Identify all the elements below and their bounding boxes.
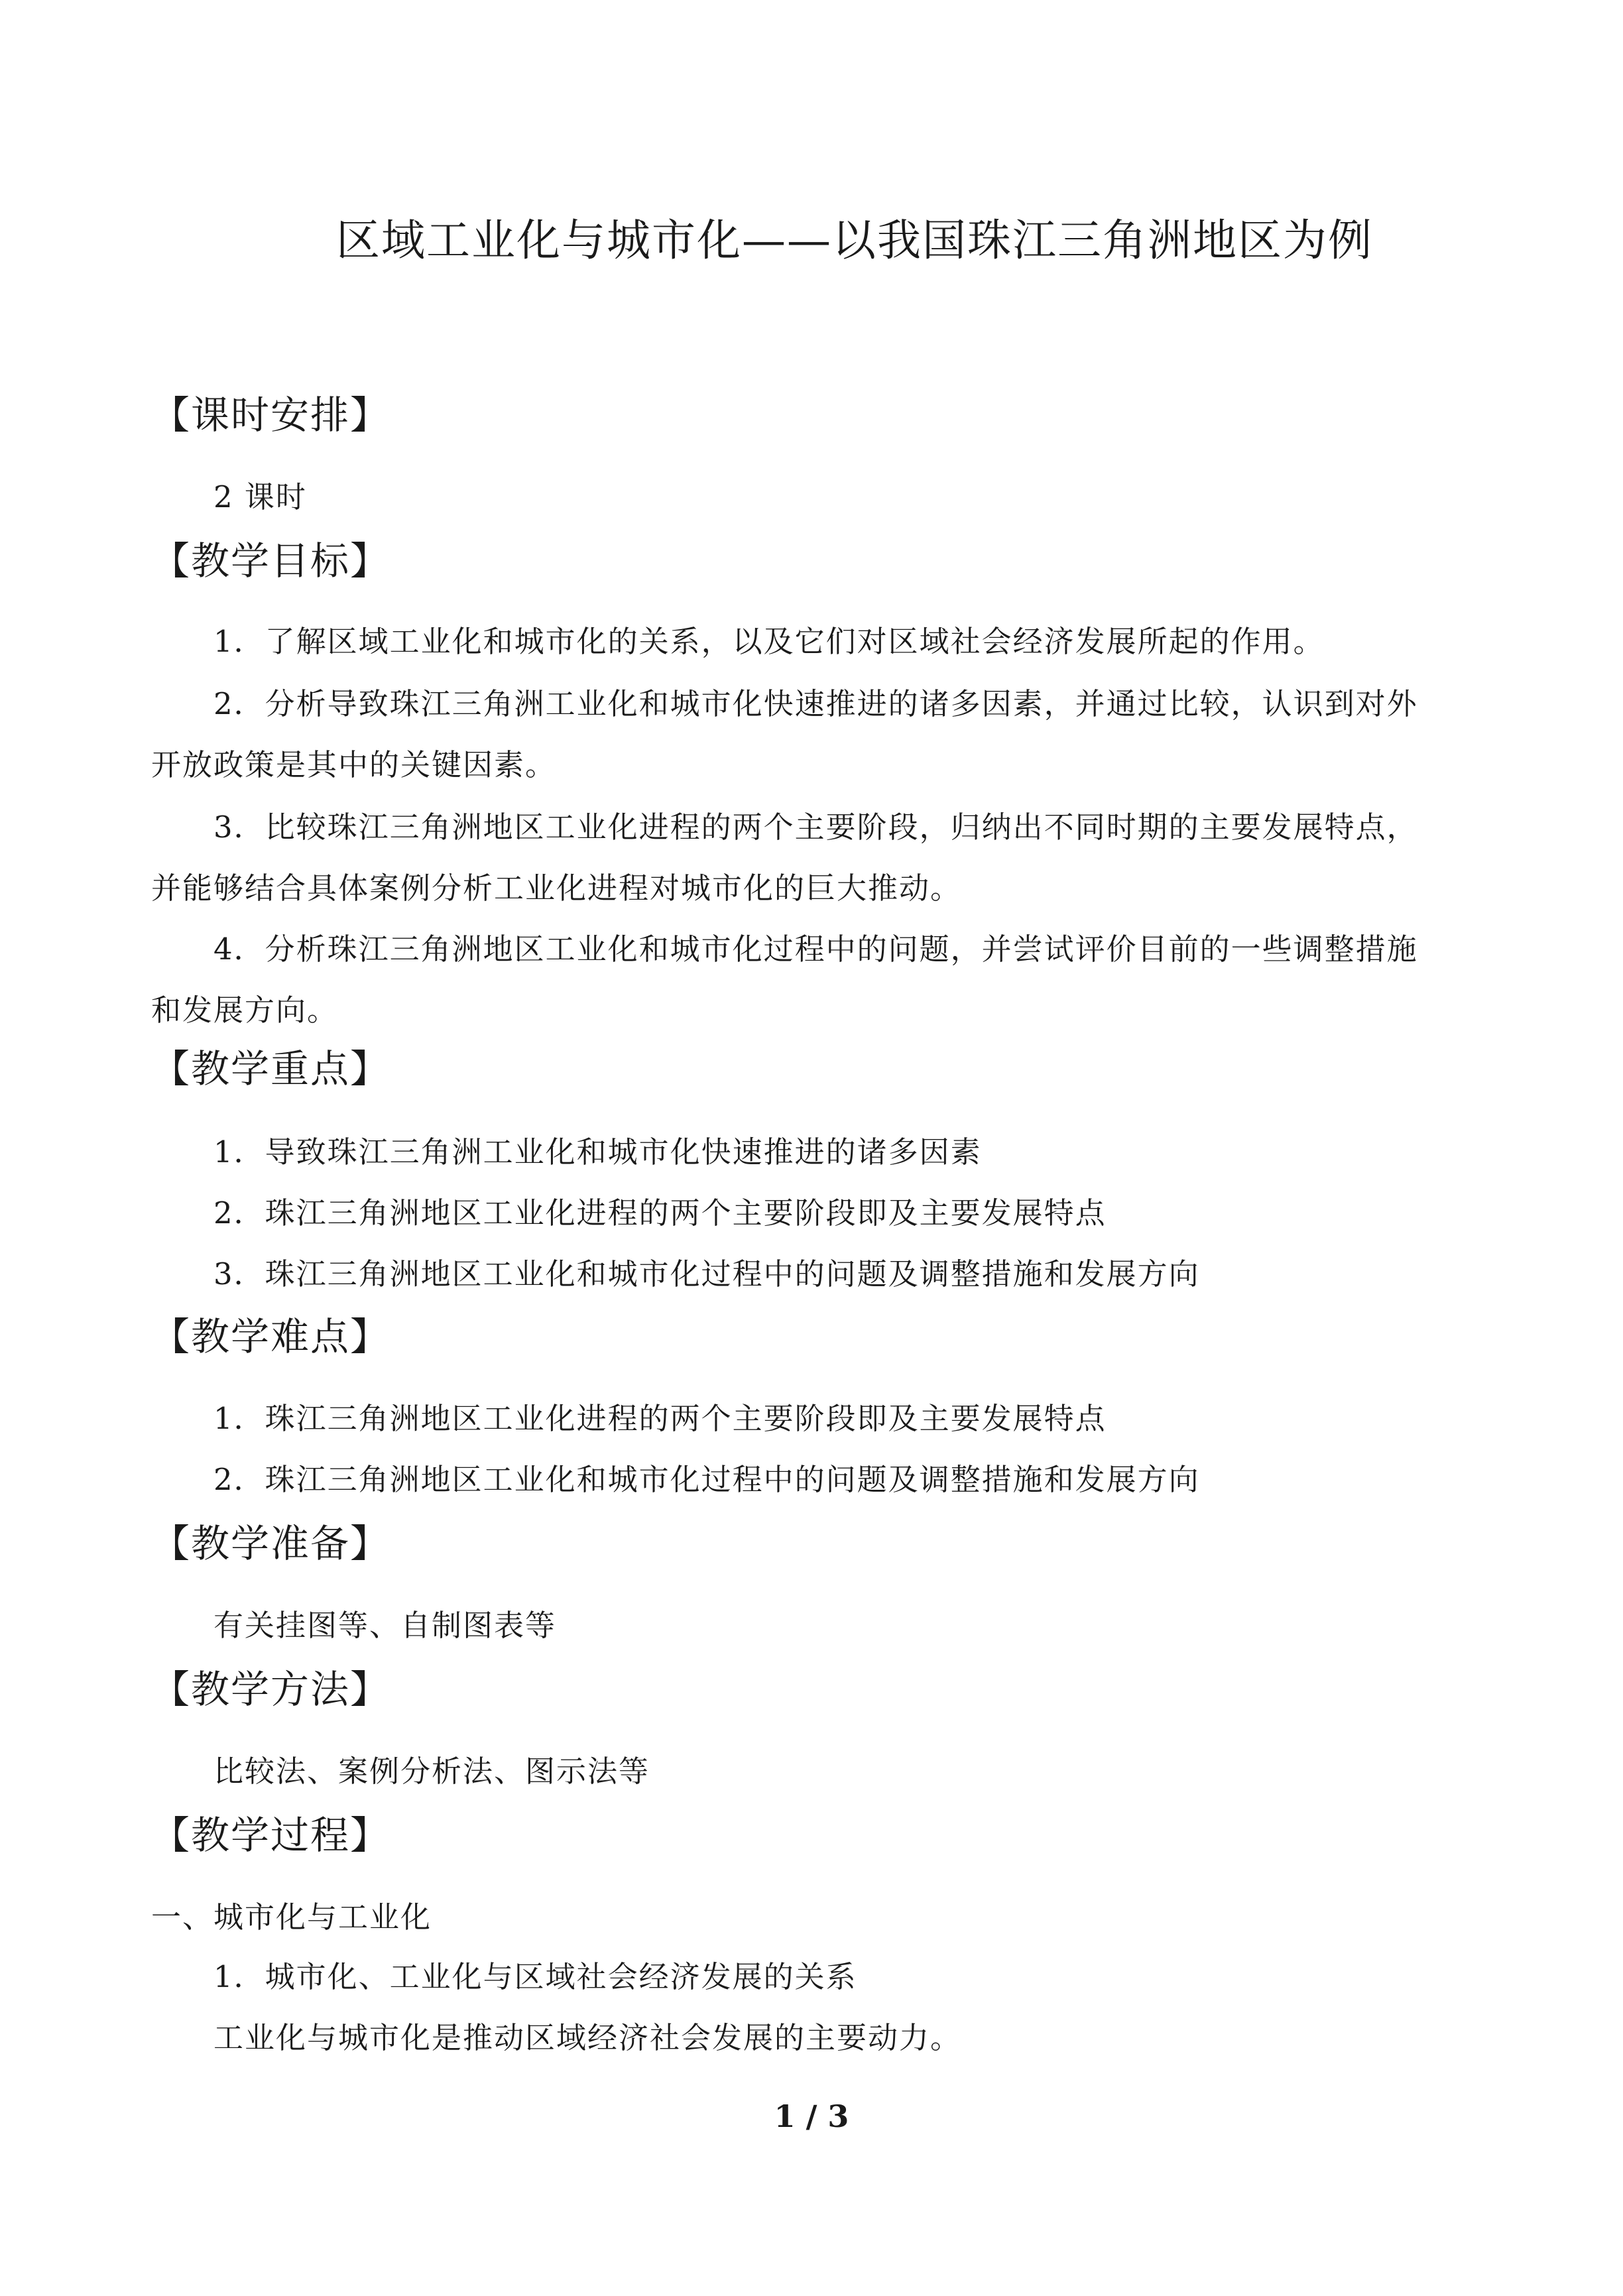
heading-difficulties: 【教学难点】 <box>151 1314 391 1359</box>
key-point-item: 2．珠江三角洲地区工业化进程的两个主要阶段即及主要发展特点 <box>213 1195 1107 1231</box>
difficulty-item: 2．珠江三角洲地区工业化和城市化过程中的问题及调整措施和发展方向 <box>213 1462 1200 1497</box>
heading-key-points: 【教学重点】 <box>151 1046 391 1091</box>
methods-content: 比较法、案例分析法、图示法等 <box>213 1754 650 1789</box>
objective-line: 1．了解区域工业化和城市化的关系，以及它们对区域社会经济发展所起的作用。 <box>213 624 1325 659</box>
process-text: 工业化与城市化是推动区域经济社会发展的主要动力。 <box>213 2020 962 2055</box>
key-point-item: 3．珠江三角洲地区工业化和城市化过程中的问题及调整措施和发展方向 <box>213 1256 1200 1292</box>
process-part-title: 一、城市化与工业化 <box>151 1900 432 1935</box>
process-subheading: 1．城市化、工业化与区域社会经济发展的关系 <box>213 1959 857 1994</box>
objective-line: 和发展方向。 <box>151 993 339 1028</box>
heading-preparation: 【教学准备】 <box>151 1521 391 1566</box>
heading-process: 【教学过程】 <box>151 1813 391 1858</box>
preparation-content: 有关挂图等、自制图表等 <box>213 1608 557 1643</box>
objective-line: 开放政策是其中的关键因素。 <box>151 747 557 782</box>
heading-objectives: 【教学目标】 <box>151 538 391 583</box>
key-point-item: 1．导致珠江三角洲工业化和城市化快速推进的诸多因素 <box>213 1134 982 1170</box>
heading-schedule: 【课时安排】 <box>151 393 391 438</box>
objective-line: 并能够结合具体案例分析工业化进程对城市化的巨大推动。 <box>151 871 962 906</box>
schedule-content: 2 课时 <box>213 479 307 514</box>
heading-methods: 【教学方法】 <box>151 1667 391 1712</box>
page-number: 1 / 3 <box>774 2098 849 2134</box>
objective-line: 3．比较珠江三角洲地区工业化进程的两个主要阶段，归纳出不同时期的主要发展特点， <box>213 810 1418 845</box>
objective-line: 2．分析导致珠江三角洲工业化和城市化快速推进的诸多因素，并通过比较，认识到对外 <box>213 686 1418 721</box>
document-title: 区域工业化与城市化——以我国珠江三角洲地区为例 <box>336 215 1373 266</box>
objective-line: 4．分析珠江三角洲地区工业化和城市化过程中的问题，并尝试评价目前的一些调整措施 <box>213 932 1418 967</box>
difficulty-item: 1．珠江三角洲地区工业化进程的两个主要阶段即及主要发展特点 <box>213 1401 1107 1436</box>
